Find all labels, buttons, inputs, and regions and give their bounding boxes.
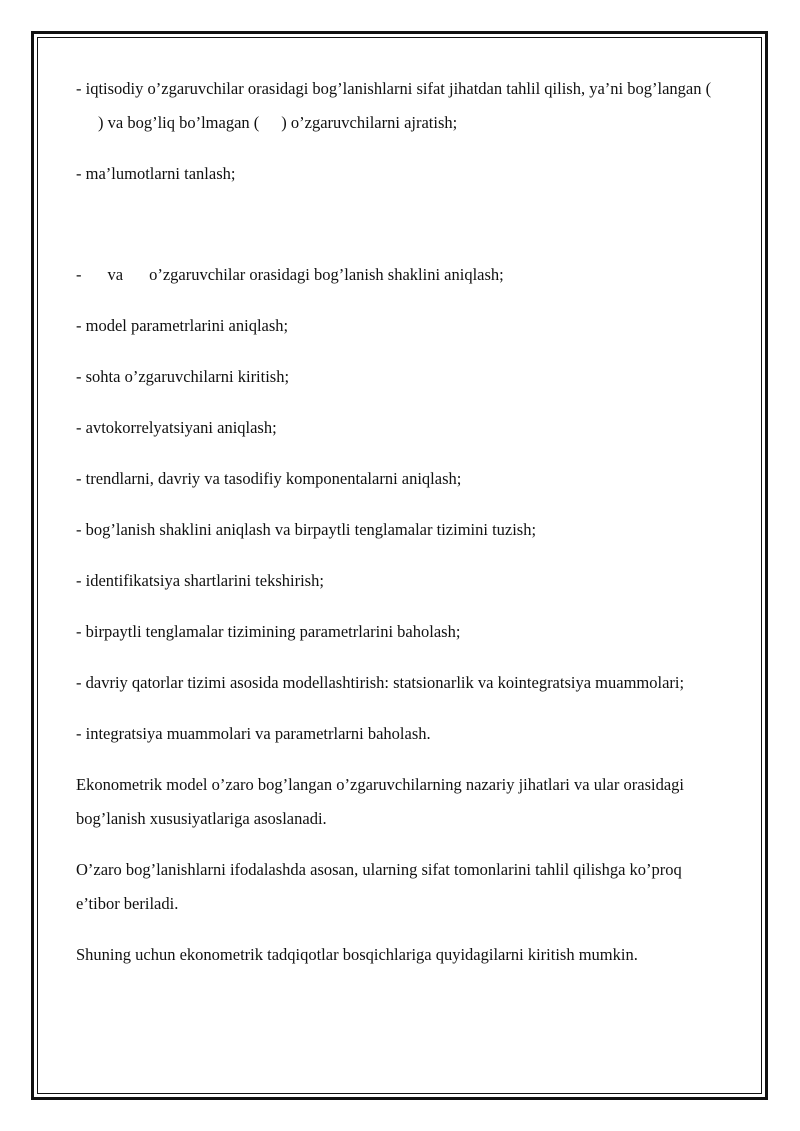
list-item: - integratsiya muammolari va parametrlarni baholash. <box>76 724 431 743</box>
list-item: - model parametrlarini aniqlash; <box>76 316 289 335</box>
list-item: - identifikatsiya shartlarini tekshirish; <box>76 571 324 590</box>
document-body <box>76 72 726 972</box>
list-item: - davriy qatorlar tizimi asosida modellashtirish: statsionarlik va kointegratsiya muammolari; <box>76 673 685 692</box>
paragraph: Ekonometrik model o’zaro bog’langan o’zgaruvchilarning nazariy jihatlari va ular orasidagi bog’lanish xususiyatlariga asoslanadi. <box>76 775 684 828</box>
list-item: - bog’lanish shaklini aniqlash va birpaytli tenglamalar tizimini tuzish; <box>76 520 537 539</box>
list-item: - birpaytli tenglamalar tizimining parametrlarini baholash; <box>76 622 461 641</box>
paragraph: Shuning uchun ekonometrik tadqiqotlar bosqichlariga quyidagilarni kiritish mumkin. <box>76 945 638 964</box>
list-item: - ma’lumotlarni tanlash; <box>76 164 236 183</box>
list-item: - iqtisodiy o’zgaruvchilar orasidagi bog’lanishlarni sifat jihatdan tahlil qilish, ya’ni bog’langan () va bog’liq bo’lmagan ( ) o’zgaruvchilarni ajratish; <box>76 79 712 132</box>
list-item: - avtokorrelyatsiyani aniqlash; <box>76 418 277 437</box>
paragraph: O’zaro bog’lanishlarni ifodalashda asosan, ularning sifat tomonlarini tahlil qilishga ko’proq e’tibor beriladi. <box>76 860 682 913</box>
list-item: - trendlarni, davriy va tasodifiy komponentalarni aniqlash; <box>76 469 462 488</box>
list-item: - va o’zgaruvchilar orasidagi bog’lanish shaklini aniqlash; <box>76 265 504 284</box>
list-item: - sohta o’zgaruvchilarni kiritish; <box>76 367 290 386</box>
